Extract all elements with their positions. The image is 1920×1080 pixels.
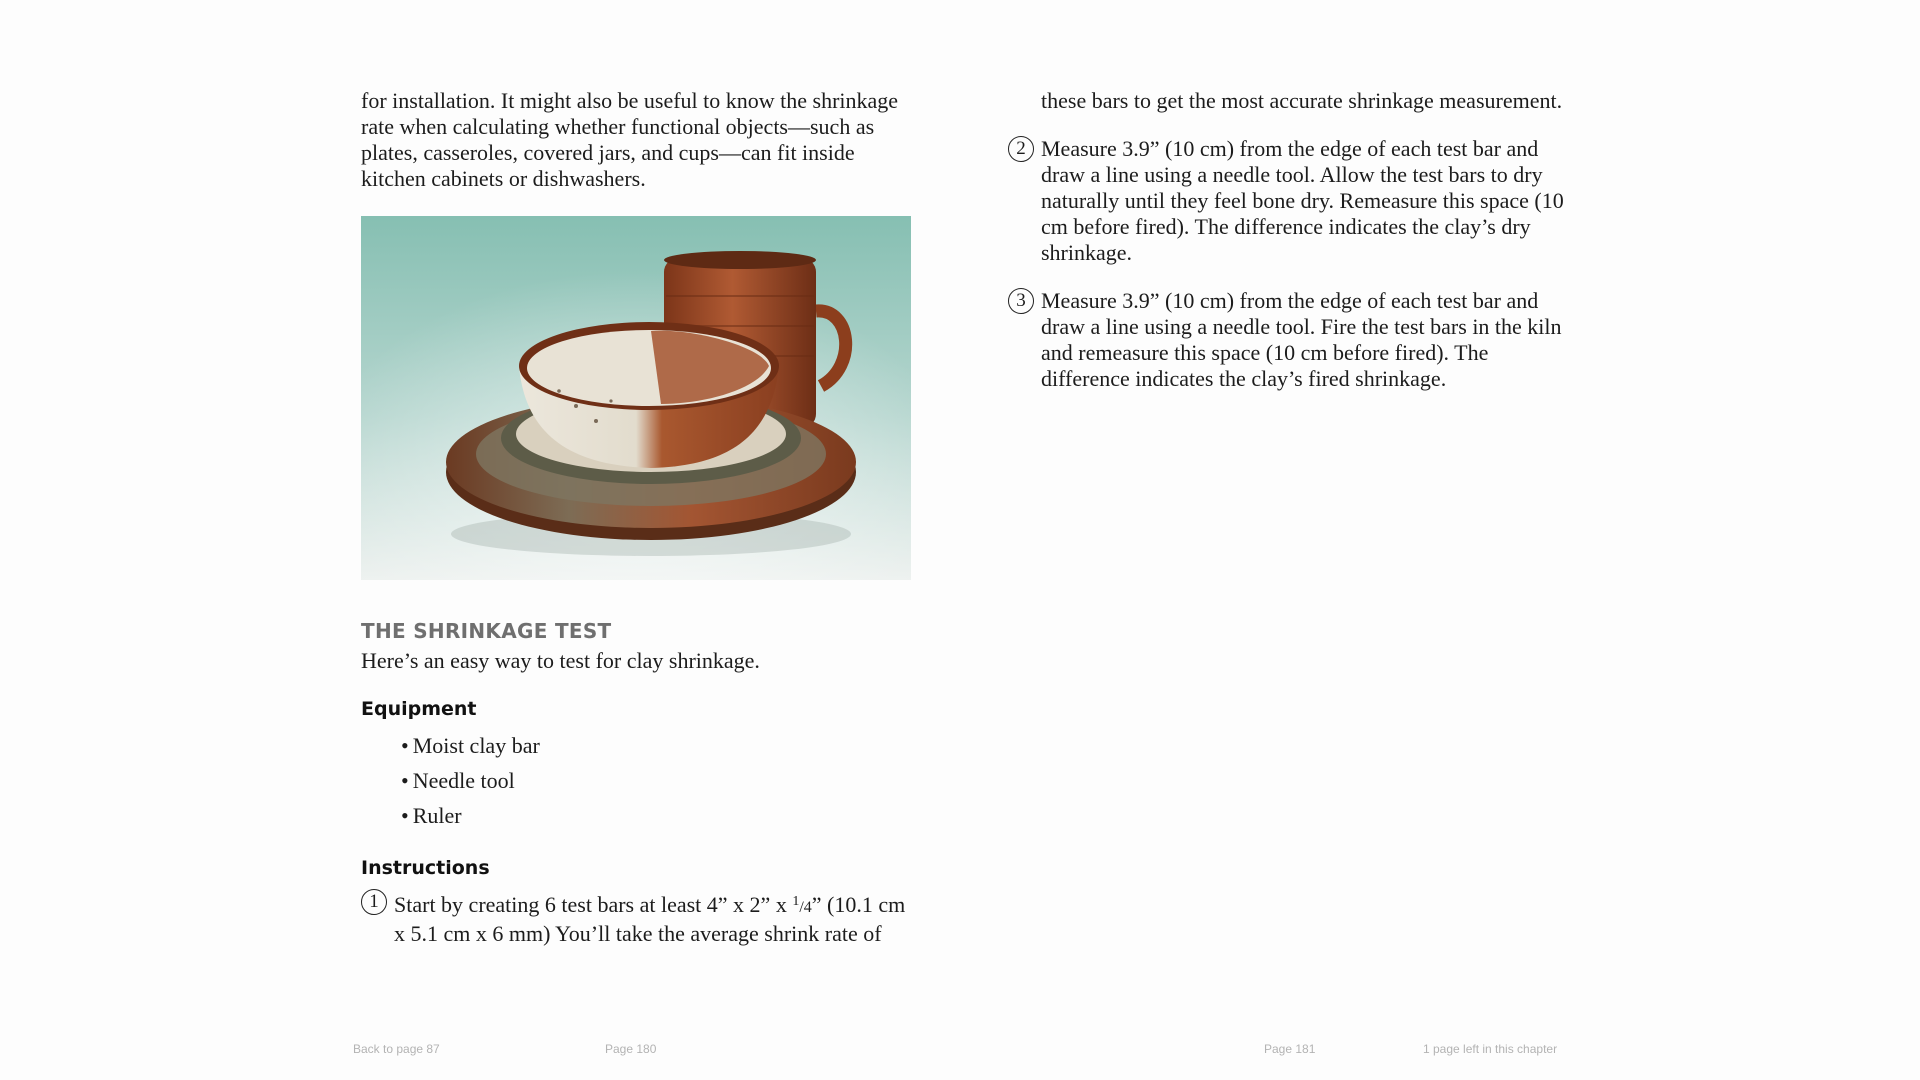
equipment-item — [401, 728, 921, 763]
step-1-text-before: Start by creating 6 test bars at least 4” x 2” x — [394, 892, 793, 917]
right-page — [1008, 88, 1568, 392]
fraction-denominator: 4 — [803, 899, 812, 916]
section-heading: THE SHRINKAGE TEST — [361, 619, 612, 643]
instructions-heading: Instructions — [361, 857, 490, 879]
step-1-text-after: ” (10.1 cm x 5.1 cm x 6 mm) You’ll take the average shrink rate of — [394, 892, 906, 946]
fraction-slash: / — [799, 899, 804, 916]
equipment-item — [401, 798, 921, 833]
instruction-step-3 — [1008, 288, 1568, 392]
bullet-icon: • — [401, 733, 409, 758]
section-intro: Here’s an easy way to test for clay shrinkage. — [361, 648, 760, 673]
left-page-number: Page 180 — [605, 1042, 657, 1056]
step-number-2: 2 — [1008, 136, 1034, 162]
step-1-continuation: these bars to get the most accurate shrinkage measurement. — [1041, 88, 1563, 113]
step-3-text: Measure 3.9” (10 cm) from the edge of each test bar and draw a line using a needle tool. Fire the test bars in the kiln and remeasure this space (10 cm before fired). The difference indicates the clay’s fired shrinkage. — [1041, 288, 1562, 391]
pottery-photo — [361, 216, 911, 580]
equipment-item-label: Moist clay bar — [412, 733, 540, 758]
instruction-step-1 — [361, 889, 921, 947]
bullet-icon: • — [401, 803, 409, 828]
equipment-list — [361, 728, 921, 833]
left-page — [361, 88, 921, 947]
intro-paragraph: for installation. It might also be useful to know the shrinkage rate when calculating whether functional objects—such as plates, casseroles, covered jars, and cups—can fit inside kitchen cabinets or dishwashers. — [361, 88, 899, 191]
step-number-3: 3 — [1008, 288, 1034, 314]
equipment-item-label: Ruler — [412, 803, 462, 828]
back-to-page-link[interactable]: Back to page 87 — [353, 1042, 440, 1056]
bullet-icon: • — [401, 768, 409, 793]
right-page-number: Page 181 — [1264, 1042, 1316, 1056]
equipment-item-label: Needle tool — [412, 768, 515, 793]
step-2-text: Measure 3.9” (10 cm) from the edge of each test bar and draw a line using a needle tool. Allow the test bars to dry naturally until they feel bone dry. Remeasure this space (10 cm before fired). The difference indicates the clay’s dry shrinkage. — [1041, 136, 1564, 265]
chapter-pages-remaining: 1 page left in this chapter — [1423, 1042, 1558, 1056]
step-number-1: 1 — [361, 889, 387, 915]
equipment-heading: Equipment — [361, 698, 477, 720]
pottery-illustration — [361, 216, 911, 580]
fraction-numerator: 1 — [792, 894, 800, 909]
equipment-item — [401, 763, 921, 798]
instruction-step-2 — [1008, 136, 1568, 266]
